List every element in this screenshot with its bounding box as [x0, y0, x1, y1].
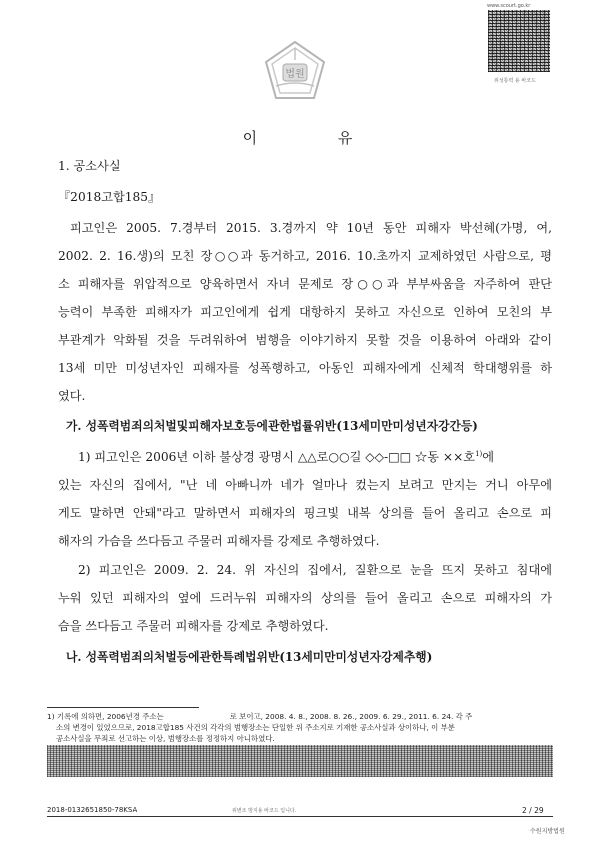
seal-text: 법원 — [285, 69, 305, 80]
item-1-line: 1) 피고인은 2006년 이하 불상경 광명시 △△로○○길 ◇◇-□□ ☆동 ××호 — [78, 450, 476, 464]
paragraph-line: 13세 미만 미성년자인 피해자를 성폭행하고, 아동인 피해자에게 신체적 학대행위를 하 — [58, 361, 552, 375]
anti-forgery-barcode — [47, 745, 553, 777]
section-title: 1. 공소사실 — [58, 159, 121, 173]
page-number: 2 / 29 — [522, 806, 544, 815]
footnote-divider — [47, 707, 199, 708]
barcode-image — [488, 10, 550, 72]
court-name: 수원지방법원 — [530, 828, 565, 835]
item-2-line: 슴을 쓰다듬고 주물러 피해자를 강제로 추행하였다. — [58, 619, 329, 633]
item-1-line: 있는 자신의 집에서, "난 네 아빠니까 네가 얼마나 컸는지 보려고 만지는 거니 아무에 — [58, 478, 552, 492]
subsection-ga-title: 가. 성폭력범죄의처벌및피해자보호등에관한법률위반(13세미만미성년자강간등) — [66, 419, 478, 433]
paragraph-line: 부관계가 악화될 것을 두려워하여 범행을 이야기하지 못할 것을 이용하여 아래와 같이 — [58, 333, 552, 347]
court-seal-logo — [262, 40, 328, 106]
footer-divider — [47, 816, 553, 817]
paragraph-line: 소 피해자를 위압적으로 양육하면서 자녀 문제로 장○○과 부부싸움을 자주하여 판단 — [58, 277, 552, 291]
footnote-line: 소의 변경이 있었으므로, 2018고합185 사건의 각각의 범행장소는 단일한 위 주소지로 기재한 공소사실과 상이하나, 이 부분 — [56, 723, 455, 732]
item-1-line-end: 에 — [482, 450, 495, 464]
paragraph-line: 능력이 부족한 피해자가 피고인에게 쉽게 대항하지 못하고 자신으로 인하여 모친의 부 — [58, 305, 552, 319]
item-2-line: 누워 있던 피해자의 옆에 드러누워 피해자의 상의를 들어 올리고 손으로 피해자의 가 — [58, 591, 552, 605]
footnote-line: 로 보이고, 2008. 4. 8., 2008. 8. 26., 2009. 6. 29., 2011. 6. 24. 각 주 — [229, 712, 473, 721]
court-url: www.scourt.go.kr — [487, 3, 531, 9]
barcode-notice: 위변조 방지용 바코드 입니다. — [232, 808, 297, 814]
paragraph-line: 2002. 2. 16.생)의 모친 장○○과 동거하고, 2016. 10.초까지 교제하였던 사람으로, 평 — [58, 249, 552, 263]
footnote-line: 1) 기록에 의하면, 2006년경 주소는 — [47, 712, 164, 721]
document-code: 2018-0132651850-78KSA — [47, 806, 138, 814]
case-reference: 『2018고합185』 — [58, 190, 161, 204]
item-1-line: 해자의 가슴을 쓰다듬고 주물러 피해자를 강제로 추행하였다. — [58, 534, 380, 548]
paragraph-line: 였다. — [58, 389, 86, 403]
page-heading: 이 유 — [242, 129, 391, 147]
footnote-line: 공소사실을 무죄로 선고하는 이상, 범행장소를 정정하지 아니하였다. — [56, 734, 275, 743]
item-1-line: 게도 말하면 안돼"라고 말하면서 피해자의 핑크빛 내복 상의를 들어 올리고 손으로 피 — [58, 506, 552, 520]
barcode-caption: 위성통력 용 바코드 — [494, 78, 536, 84]
subsection-na-title: 나. 성폭력범죄의처벌등에관한특례법위반(13세미만미성년자강제추행) — [66, 650, 433, 664]
paragraph-line: 피고인은 2005. 7.경부터 2015. 3.경까지 약 10년 동안 피해자 박선혜(가명, 여, — [70, 221, 552, 235]
footnote-marker: 1) — [475, 449, 483, 458]
item-2-line: 2) 피고인은 2009. 2. 24. 위 자신의 집에서, 질환으로 눈을 뜨지 못하고 침대에 — [78, 563, 552, 577]
